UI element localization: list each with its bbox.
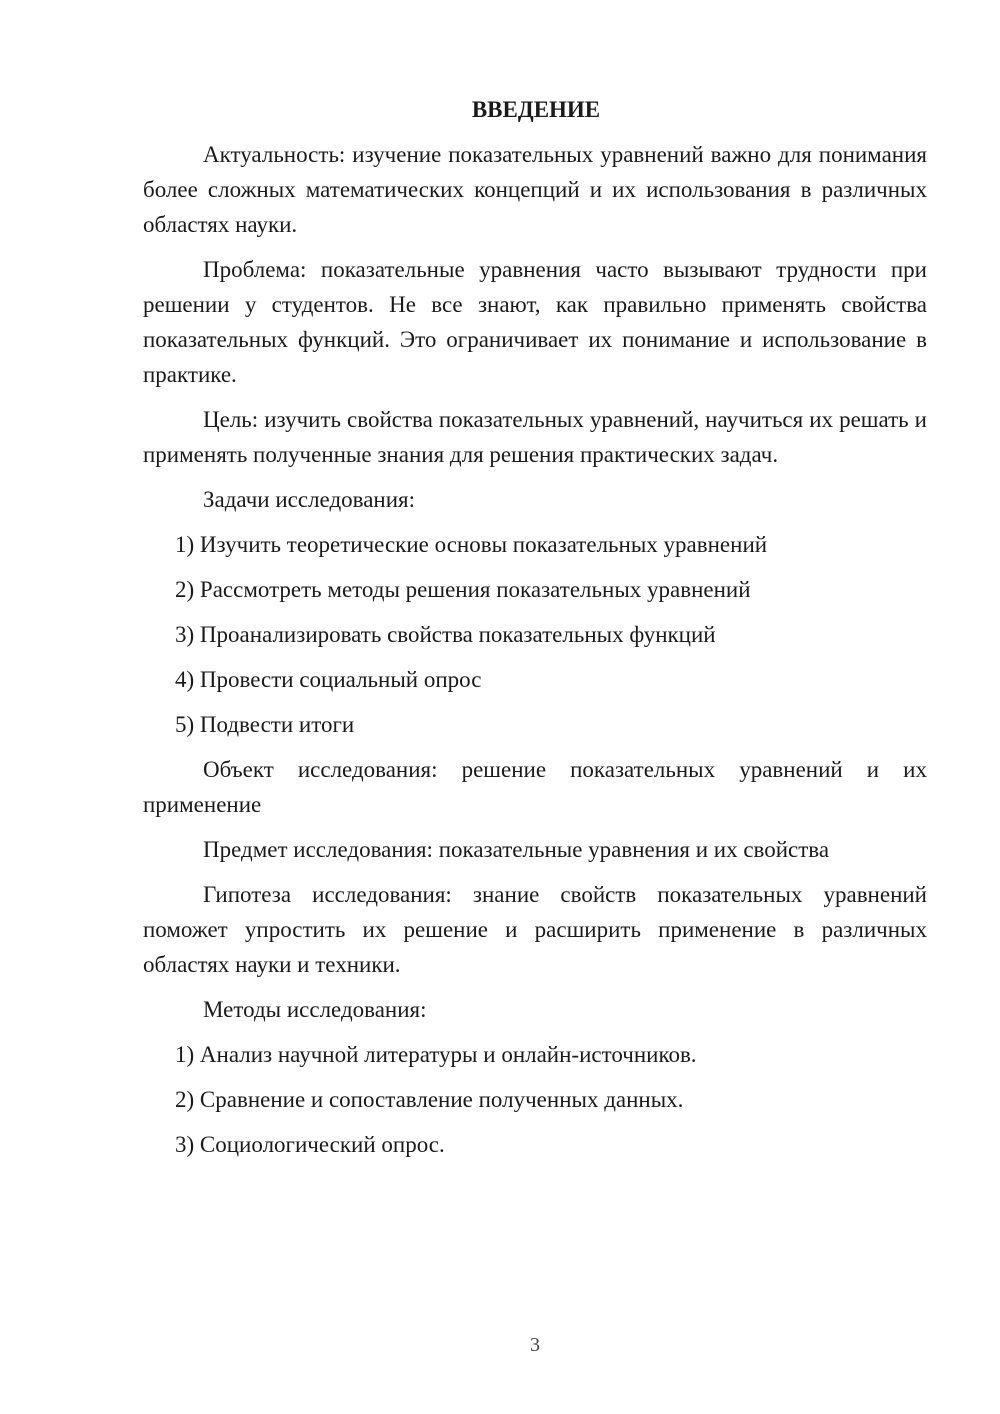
document-page (143, 92, 927, 1172)
methods-heading: Методы исследования: (203, 997, 427, 1022)
hypothesis-paragraph: Гипотеза исследования: знание свойств показательных уравнений поможет упростить их решение и расширить применение в различных областях науки и техники. (143, 882, 927, 977)
methods-list (143, 1037, 927, 1162)
goal-paragraph: Цель: изучить свойства показательных уравнений, научиться их решать и применять полученные знания для решения практических задач. (143, 407, 927, 467)
list-item: 2) Сравнение и сопоставление полученных данных. (175, 1087, 684, 1112)
list-item: 2) Рассмотреть методы решения показательных уравнений (175, 577, 751, 602)
list-item: 3) Проанализировать свойства показательных функций (175, 622, 716, 647)
list-item: 3) Социологический опрос. (175, 1132, 445, 1157)
subject-paragraph: Предмет исследования: показательные уравнения и их свойства (203, 837, 830, 862)
tasks-list (143, 527, 927, 742)
list-item: 5) Подвести итоги (175, 712, 355, 737)
problem-paragraph: Проблема: показательные уравнения часто вызывают трудности при решении у студентов. Не все знают, как правильно применять свойства показательных функций. Это ограничивает их понимание и использование в практике. (143, 257, 927, 387)
list-item: 4) Провести социальный опрос (175, 667, 482, 692)
list-item: 1) Изучить теоретические основы показательных уравнений (175, 532, 768, 557)
list-item: 1) Анализ научной литературы и онлайн-источников. (175, 1042, 697, 1067)
object-paragraph: Объект исследования: решение показательных уравнений и их применение (143, 757, 927, 817)
section-title: ВВЕДЕНИЕ (471, 97, 601, 122)
relevance-paragraph: Актуальность: изучение показательных уравнений важно для понимания более сложных математических концепций и их использования в различных областях науки. (143, 142, 927, 237)
page-number: 3 (530, 1334, 540, 1356)
tasks-heading: Задачи исследования: (203, 487, 416, 512)
